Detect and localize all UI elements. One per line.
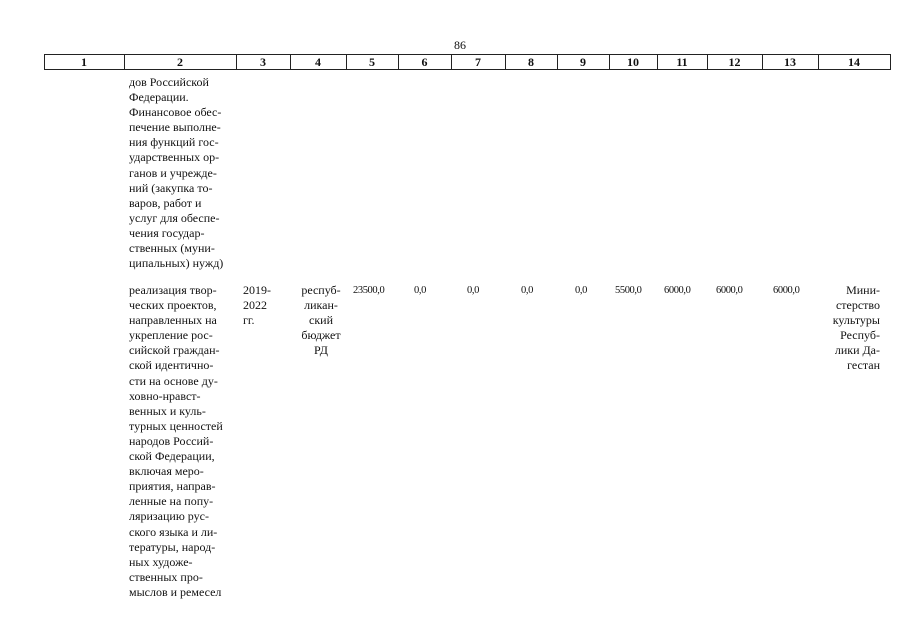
row-value-7: 0,0 — [467, 285, 479, 296]
table-header-bottom-border — [44, 69, 891, 70]
row-value-10: 5500,0 — [615, 285, 642, 296]
column-header-5: 5 — [369, 55, 375, 69]
row-value-9: 0,0 — [575, 285, 587, 296]
row-value-12: 6000,0 — [716, 285, 743, 296]
continued-description: дов Российской Федерации. Финансовое обес- печение выполне- ния функций гос- ударственных ор- ганов и учрежде- ний (закупка то- варов, работ и услуг для обеспе- чения государ- ственных (муни- ципальных) нужд) — [129, 75, 224, 271]
column-header-2: 2 — [177, 55, 183, 69]
row-period: 2019- 2022 гг. — [243, 283, 271, 328]
column-header-3: 3 — [260, 55, 266, 69]
column-header-4: 4 — [315, 55, 321, 69]
column-header-14: 14 — [848, 55, 860, 69]
row-value-13: 6000,0 — [773, 285, 800, 296]
column-divider — [890, 54, 891, 70]
column-header-9: 9 — [580, 55, 586, 69]
column-header-7: 7 — [475, 55, 481, 69]
column-header-12: 12 — [728, 55, 741, 69]
column-header-13: 13 — [784, 55, 796, 69]
row-value-8: 0,0 — [521, 285, 533, 296]
row-value-11: 6000,0 — [664, 285, 691, 296]
column-header-1: 1 — [81, 55, 87, 69]
column-header-6: 6 — [421, 55, 428, 69]
row-total: 23500,0 — [353, 285, 385, 296]
row-executor: Мини- стерство культуры Респуб- лики Да- гестан — [832, 283, 880, 373]
column-header-10: 10 — [627, 55, 639, 69]
column-header-8: 8 — [528, 55, 534, 69]
row-funding-source: респуб- ликан- ский бюджет РД — [301, 283, 341, 358]
row-value-6: 0,0 — [414, 285, 426, 296]
page-number: 86 — [454, 38, 466, 52]
row-description: реализация твор- ческих проектов, направленных на укрепление рос- сийской граждан- ской идентично- сти на основе ду- ховно-нравст- венных и куль- турных ценностей народов Россий- ской Федерации, включая меро- приятия, направ- ленные на попу- ляризацию рус- ского языка и ли- тературы, народ- ных художе- ственных про- мыслов и ремесел — [129, 283, 223, 599]
column-header-11: 11 — [676, 55, 688, 69]
